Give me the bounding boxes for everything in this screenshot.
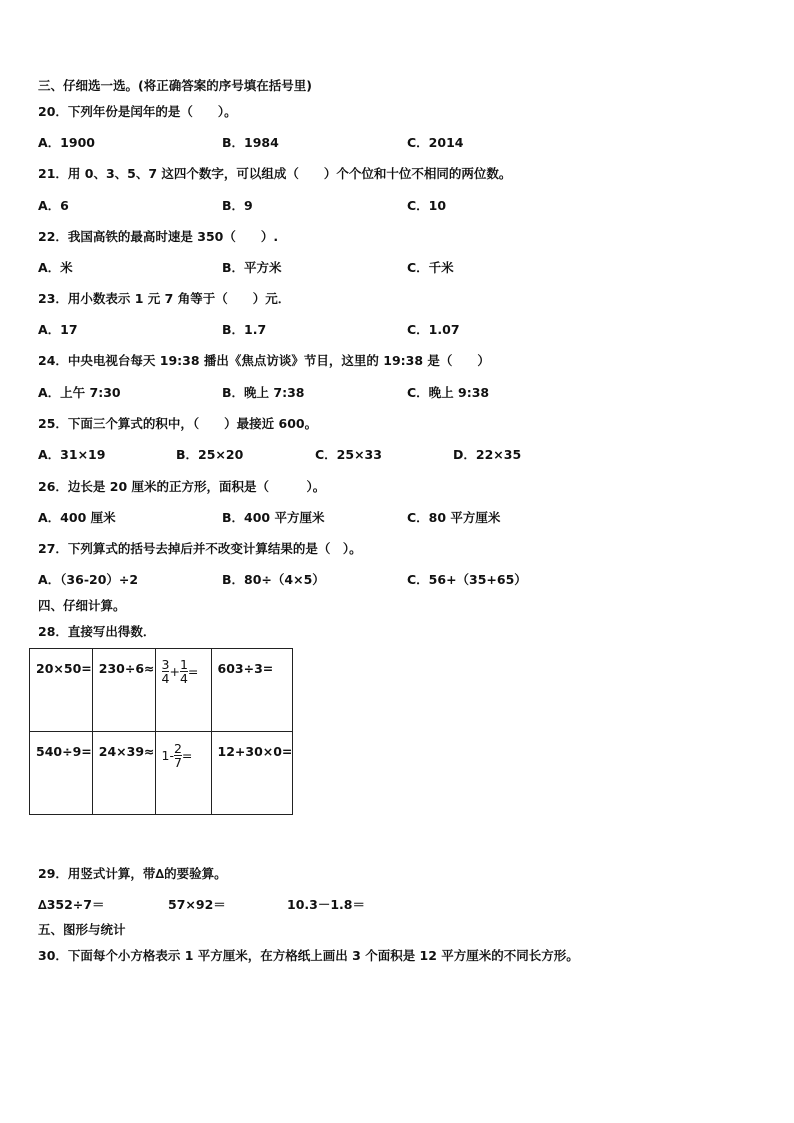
q29-item-2: 57×92＝ — [168, 897, 226, 912]
fraction-1-4: $\frac{1}{4}$ — [179, 657, 188, 686]
calc-cell: 12+30×0= — [211, 732, 293, 815]
option-24-a: A．上午 7:30 — [38, 385, 121, 400]
question-20: 20．下列年份是闰年的是（ ）。 — [38, 104, 237, 119]
calc-cell: 20×50= — [30, 649, 93, 732]
section-3-heading: 三、仔细选一选。(将正确答案的序号填在括号里) — [38, 78, 312, 93]
option-20-b: B．1984 — [222, 135, 279, 150]
calc-cell: 603÷3= — [211, 649, 293, 732]
section-5-heading: 五、图形与统计 — [38, 922, 126, 937]
option-22-c: C．千米 — [407, 260, 454, 275]
option-27-a: A．（36-20）÷2 — [38, 572, 139, 587]
question-26: 26．边长是 20 厘米的正方形，面积是（ ）。 — [38, 479, 326, 494]
q29-item-1: ∆352÷7＝ — [38, 897, 105, 912]
question-23: 23．用小数表示 1 元 7 角等于（ ）元． — [38, 291, 291, 306]
question-27: 27．下列算式的括号去掉后并不改变计算结果的是（ ）。 — [38, 541, 362, 556]
option-24-c: C．晚上 9:38 — [407, 385, 490, 400]
option-27-b: B．80÷（4×5） — [222, 572, 325, 587]
option-23-b: B．1.7 — [222, 322, 267, 337]
calc-cell: 230÷6≈ — [92, 649, 155, 732]
question-29: 29．用竖式计算，带∆的要验算。 — [38, 866, 227, 881]
fraction-3-4: $\frac{3}{4}$ — [161, 657, 170, 686]
option-25-a: A．31×19 — [38, 447, 106, 462]
option-22-b: B．平方米 — [222, 260, 282, 275]
question-22: 22．我国高铁的最高时速是 350（ ）. — [38, 229, 279, 244]
calc-cell-fraction-sum: $\frac{3}{4}$ + $\frac{1}{4}$ = — [155, 649, 211, 732]
calc-cell-fraction-sub: 1- $\frac{2}{7}$ = — [155, 732, 211, 815]
q29-item-3: 10.3－1.8＝ — [287, 897, 365, 912]
calc-cell: 540÷9= — [30, 732, 93, 815]
calc-table — [29, 648, 293, 815]
option-21-b: B．9 — [222, 198, 253, 213]
option-25-b: B．25×20 — [176, 447, 244, 462]
option-25-d: D．22×35 — [453, 447, 522, 462]
question-28: 28．直接写出得数． — [38, 624, 156, 639]
section-4-heading: 四、仔细计算。 — [38, 598, 126, 613]
calc-row-1 — [30, 649, 293, 732]
option-27-c: C．56+（35+65） — [407, 572, 527, 587]
option-25-c: C．25×33 — [315, 447, 382, 462]
option-26-a: A．400 厘米 — [38, 510, 116, 525]
question-24: 24．中央电视台每天 19:38 播出《焦点访谈》节目，这里的 19:38 是（ ） — [38, 353, 490, 368]
question-21: 21．用 0、3、5、7 这四个数字，可以组成（ ）个个位和十位不相同的两位数。 — [38, 166, 512, 181]
option-26-b: B．400 平方厘米 — [222, 510, 325, 525]
fraction-2-7: $\frac{2}{7}$ — [173, 741, 182, 770]
calc-cell: 24×39≈ — [92, 732, 155, 815]
calc-row-2 — [30, 732, 293, 815]
option-23-c: C．1.07 — [407, 322, 460, 337]
option-26-c: C．80 平方厘米 — [407, 510, 501, 525]
option-22-a: A．米 — [38, 260, 73, 275]
option-21-c: C．10 — [407, 198, 447, 213]
option-20-c: C．2014 — [407, 135, 464, 150]
question-30: 30．下面每个小方格表示 1 平方厘米，在方格纸上画出 3 个面积是 12 平方厘米的不同长方形。 — [38, 948, 579, 963]
question-25: 25．下面三个算式的积中，（ ）最接近 600。 — [38, 416, 318, 431]
option-24-b: B．晚上 7:38 — [222, 385, 305, 400]
option-21-a: A．6 — [38, 198, 69, 213]
option-23-a: A．17 — [38, 322, 78, 337]
option-20-a: A．1900 — [38, 135, 95, 150]
